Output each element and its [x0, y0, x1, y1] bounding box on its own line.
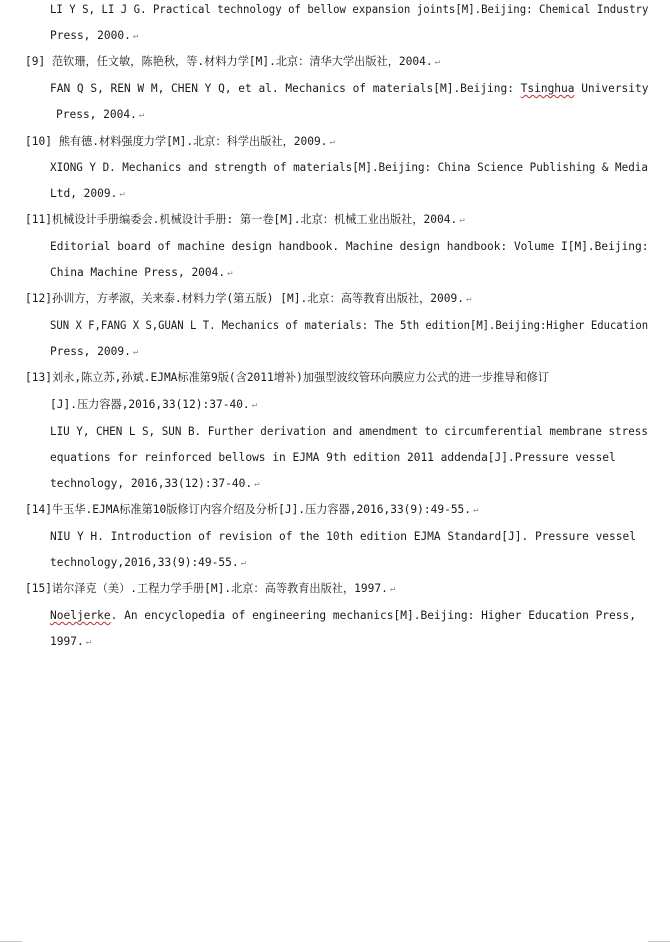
ref-13-cn-line-2: [J].压力容器,2016,33(12):37-40. ↵ — [50, 398, 258, 411]
ref-9-en-line-1: FAN Q S, REN W M, CHEN Y Q, et al. Mechanics of materials[M].Beijing: Tsinghua University — [50, 82, 649, 95]
ref-9-label: [9] — [25, 55, 46, 68]
spellcheck-underline: Noeljerke — [50, 609, 111, 622]
paragraph-return-icon: ↵ — [329, 137, 335, 147]
ref-11-en-line-1: Editorial board of machine design handbook. Machine design handbook: Volume I[M].Beijing: — [50, 240, 649, 253]
paragraph-return-icon: ↵ — [227, 268, 233, 278]
ref-13-en-line-1: LIU Y, CHEN L S, SUN B. Further derivation and amendment to circumferential membrane stress — [50, 425, 648, 438]
paragraph-return-icon: ↵ — [459, 215, 465, 225]
ref-11-en-line-2: China Machine Press, 2004. ↵ — [50, 266, 233, 279]
spellcheck-underline: Tsinghua — [520, 82, 575, 95]
ref-13-en-line-2: equations for reinforced bellows in EJMA 9th edition 2011 addenda[J].Pressure vessel — [50, 451, 616, 464]
paragraph-return-icon: ↵ — [138, 110, 145, 120]
ref-8-en-line-1: LI Y S, LI J G. Practical technology of bellow expansion joints[M].Beijing: Chemical Industry — [50, 3, 649, 16]
paragraph-return-icon: ↵ — [465, 294, 472, 304]
paragraph-return-icon: ↵ — [254, 479, 260, 489]
ref-15-en-line-1: Noeljerke. An encyclopedia of engineering mechanics[M].Beijing: Higher Education Press, — [50, 609, 636, 622]
ref-13-label: [13] — [25, 371, 52, 384]
ref-14-label: [14] — [25, 503, 52, 516]
ref-12-en-line-1: SUN X F,FANG X S,GUAN L T. Mechanics of materials: The 5th edition[M].Beijing:Higher Education — [50, 319, 649, 332]
ref-12-label: [12] — [25, 292, 52, 305]
ref-12-en-line-2: Press, 2009. ↵ — [50, 345, 139, 358]
ref-10-cn: [10] 熊有德.材料强度力学[M].北京：科学出版社，2009. ↵ — [25, 135, 335, 148]
ref-15-label: [15] — [25, 582, 52, 595]
ref-14-cn: [14]牛玉华.EJMA标准第10版修订内容介绍及分析[J].压力容器,2016,33(9):49-55. ↵ — [25, 503, 479, 516]
paragraph-return-icon: ↵ — [240, 558, 247, 568]
ref-14-en-line-1: NIU Y H. Introduction of revision of the 10th edition EJMA Standard[J]. Pressure vessel — [50, 530, 636, 543]
paragraph-return-icon: ↵ — [119, 189, 125, 199]
paragraph-return-icon: ↵ — [389, 584, 396, 594]
ref-8-en-line-2: Press, 2000. ↵ — [50, 29, 139, 42]
ref-10-en-line-1: XIONG Y D. Mechanics and strength of materials[M].Beijing: China Science Publishing & Media — [50, 161, 648, 174]
paragraph-return-icon: ↵ — [132, 347, 139, 357]
ref-15-cn: [15]诺尔泽克（美）.工程力学手册[M].北京：高等教育出版社，1997. ↵ — [25, 582, 396, 595]
ref-13-en-line-3: technology, 2016,33(12):37-40. ↵ — [50, 477, 260, 490]
ref-11-label: [11] — [25, 213, 52, 226]
ref-12-cn: [12]孙训方，方孝淑，关来泰.材料力学(第五版) [M].北京：高等教育出版社，2009. ↵ — [25, 292, 472, 305]
ref-14-en-line-2: technology,2016,33(9):49-55. ↵ — [50, 556, 247, 569]
ref-11-cn: [11]机械设计手册编委会.机械设计手册: 第一卷[M].北京：机械工业出版社，2004. ↵ — [25, 213, 465, 226]
ref-9-cn: [9] 范钦珊，任文敏，陈艳秋，等.材料力学[M].北京：清华大学出版社，2004. ↵ — [25, 55, 440, 68]
ref-9-en-line-2: Press, 2004. ↵ — [56, 108, 145, 121]
paragraph-return-icon: ↵ — [85, 637, 92, 647]
paragraph-return-icon: ↵ — [434, 57, 440, 67]
ref-13-cn-line-1: [13]刘永,陈立苏,孙斌.EJMA标准第9版(含2011增补)加强型波纹管环向膜应力公式的进一步推导和修订 — [25, 371, 550, 384]
ref-10-label: [10] — [25, 135, 52, 148]
paragraph-return-icon: ↵ — [473, 505, 479, 515]
ref-10-en-line-2: Ltd, 2009. ↵ — [50, 187, 125, 200]
paragraph-return-icon: ↵ — [132, 31, 139, 41]
paragraph-return-icon: ↵ — [251, 400, 258, 410]
ref-15-en-line-2: 1997. ↵ — [50, 635, 92, 648]
